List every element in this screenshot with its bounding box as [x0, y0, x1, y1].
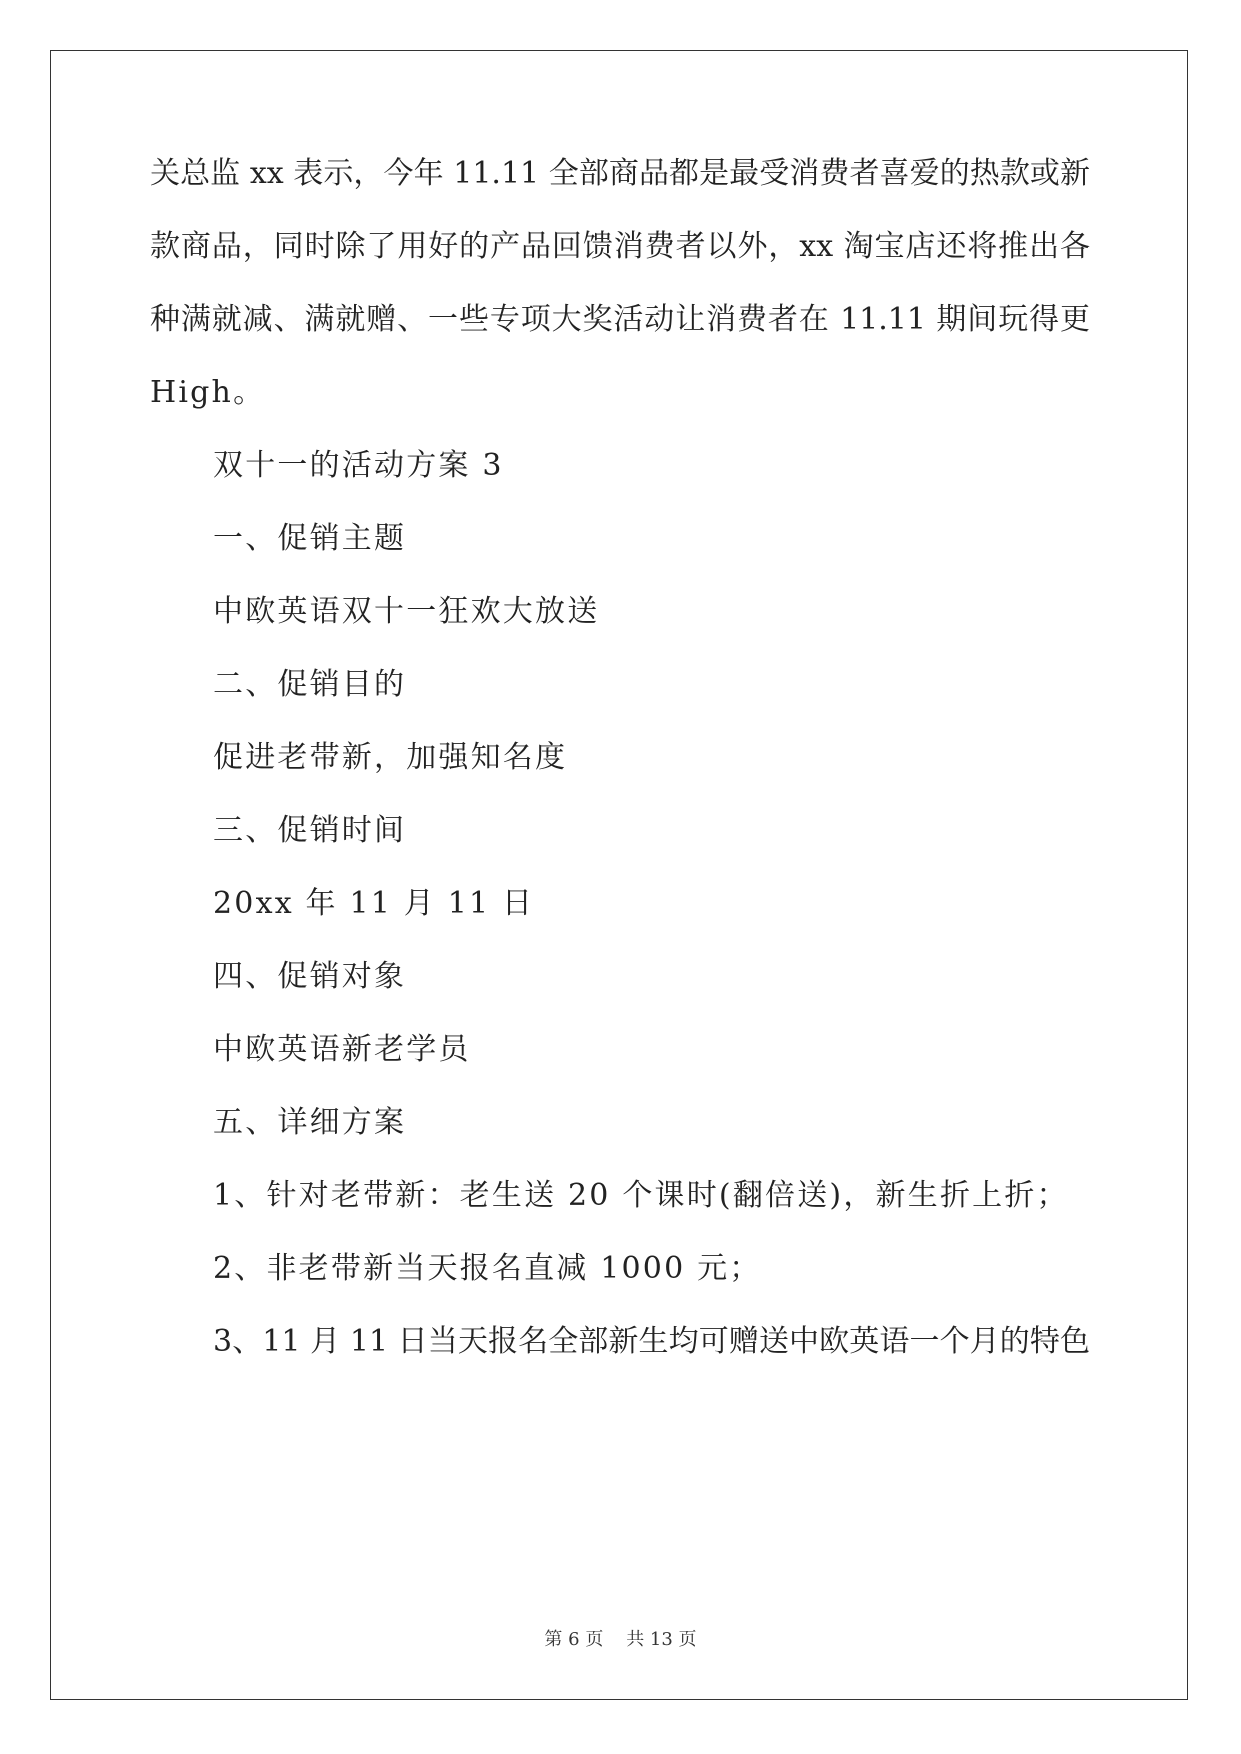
promotion-time-text: 20xx 年 11 月 11 日 — [213, 886, 535, 921]
heading-detailed-plan: 五、详细方案 — [213, 1105, 407, 1140]
paragraph-line-4: High。 — [150, 375, 266, 410]
promotion-theme-text: 中欧英语双十一狂欢大放送 — [213, 594, 600, 629]
heading-promotion-target: 四、促销对象 — [213, 959, 407, 994]
promotion-target-text: 中欧英语新老学员 — [213, 1032, 471, 1067]
plan-item-3: 3、11 月 11 日当天报名全部新生均可赠送中欧英语一个月的特色 — [213, 1324, 1090, 1359]
paragraph-line-1: 关总监 xx 表示，今年 11.11 全部商品都是最受消费者喜爱的热款或新 — [150, 156, 1090, 191]
plan-item-2: 2、非老带新当天报名直减 1000 元； — [213, 1251, 762, 1286]
paragraph-line-2: 款商品，同时除了用好的产品回馈消费者以外，xx 淘宝店还将推出各 — [150, 229, 1090, 264]
page-frame — [50, 50, 1188, 1700]
heading-promotion-time: 三、促销时间 — [213, 813, 407, 848]
paragraph-line-3: 种满就减、满就赠、一些专项大奖活动让消费者在 11.11 期间玩得更 — [150, 302, 1090, 337]
page-number-footer: 第 6 页 共 13 页 — [544, 1629, 697, 1650]
promotion-purpose-text: 促进老带新，加强知名度 — [213, 740, 568, 775]
section-title: 双十一的活动方案 3 — [213, 448, 504, 483]
heading-promotion-purpose: 二、促销目的 — [213, 667, 407, 702]
plan-item-1: 1、针对老带新：老生送 20 个课时(翻倍送)，新生折上折； — [213, 1178, 1069, 1213]
heading-promotion-theme: 一、促销主题 — [213, 521, 407, 556]
